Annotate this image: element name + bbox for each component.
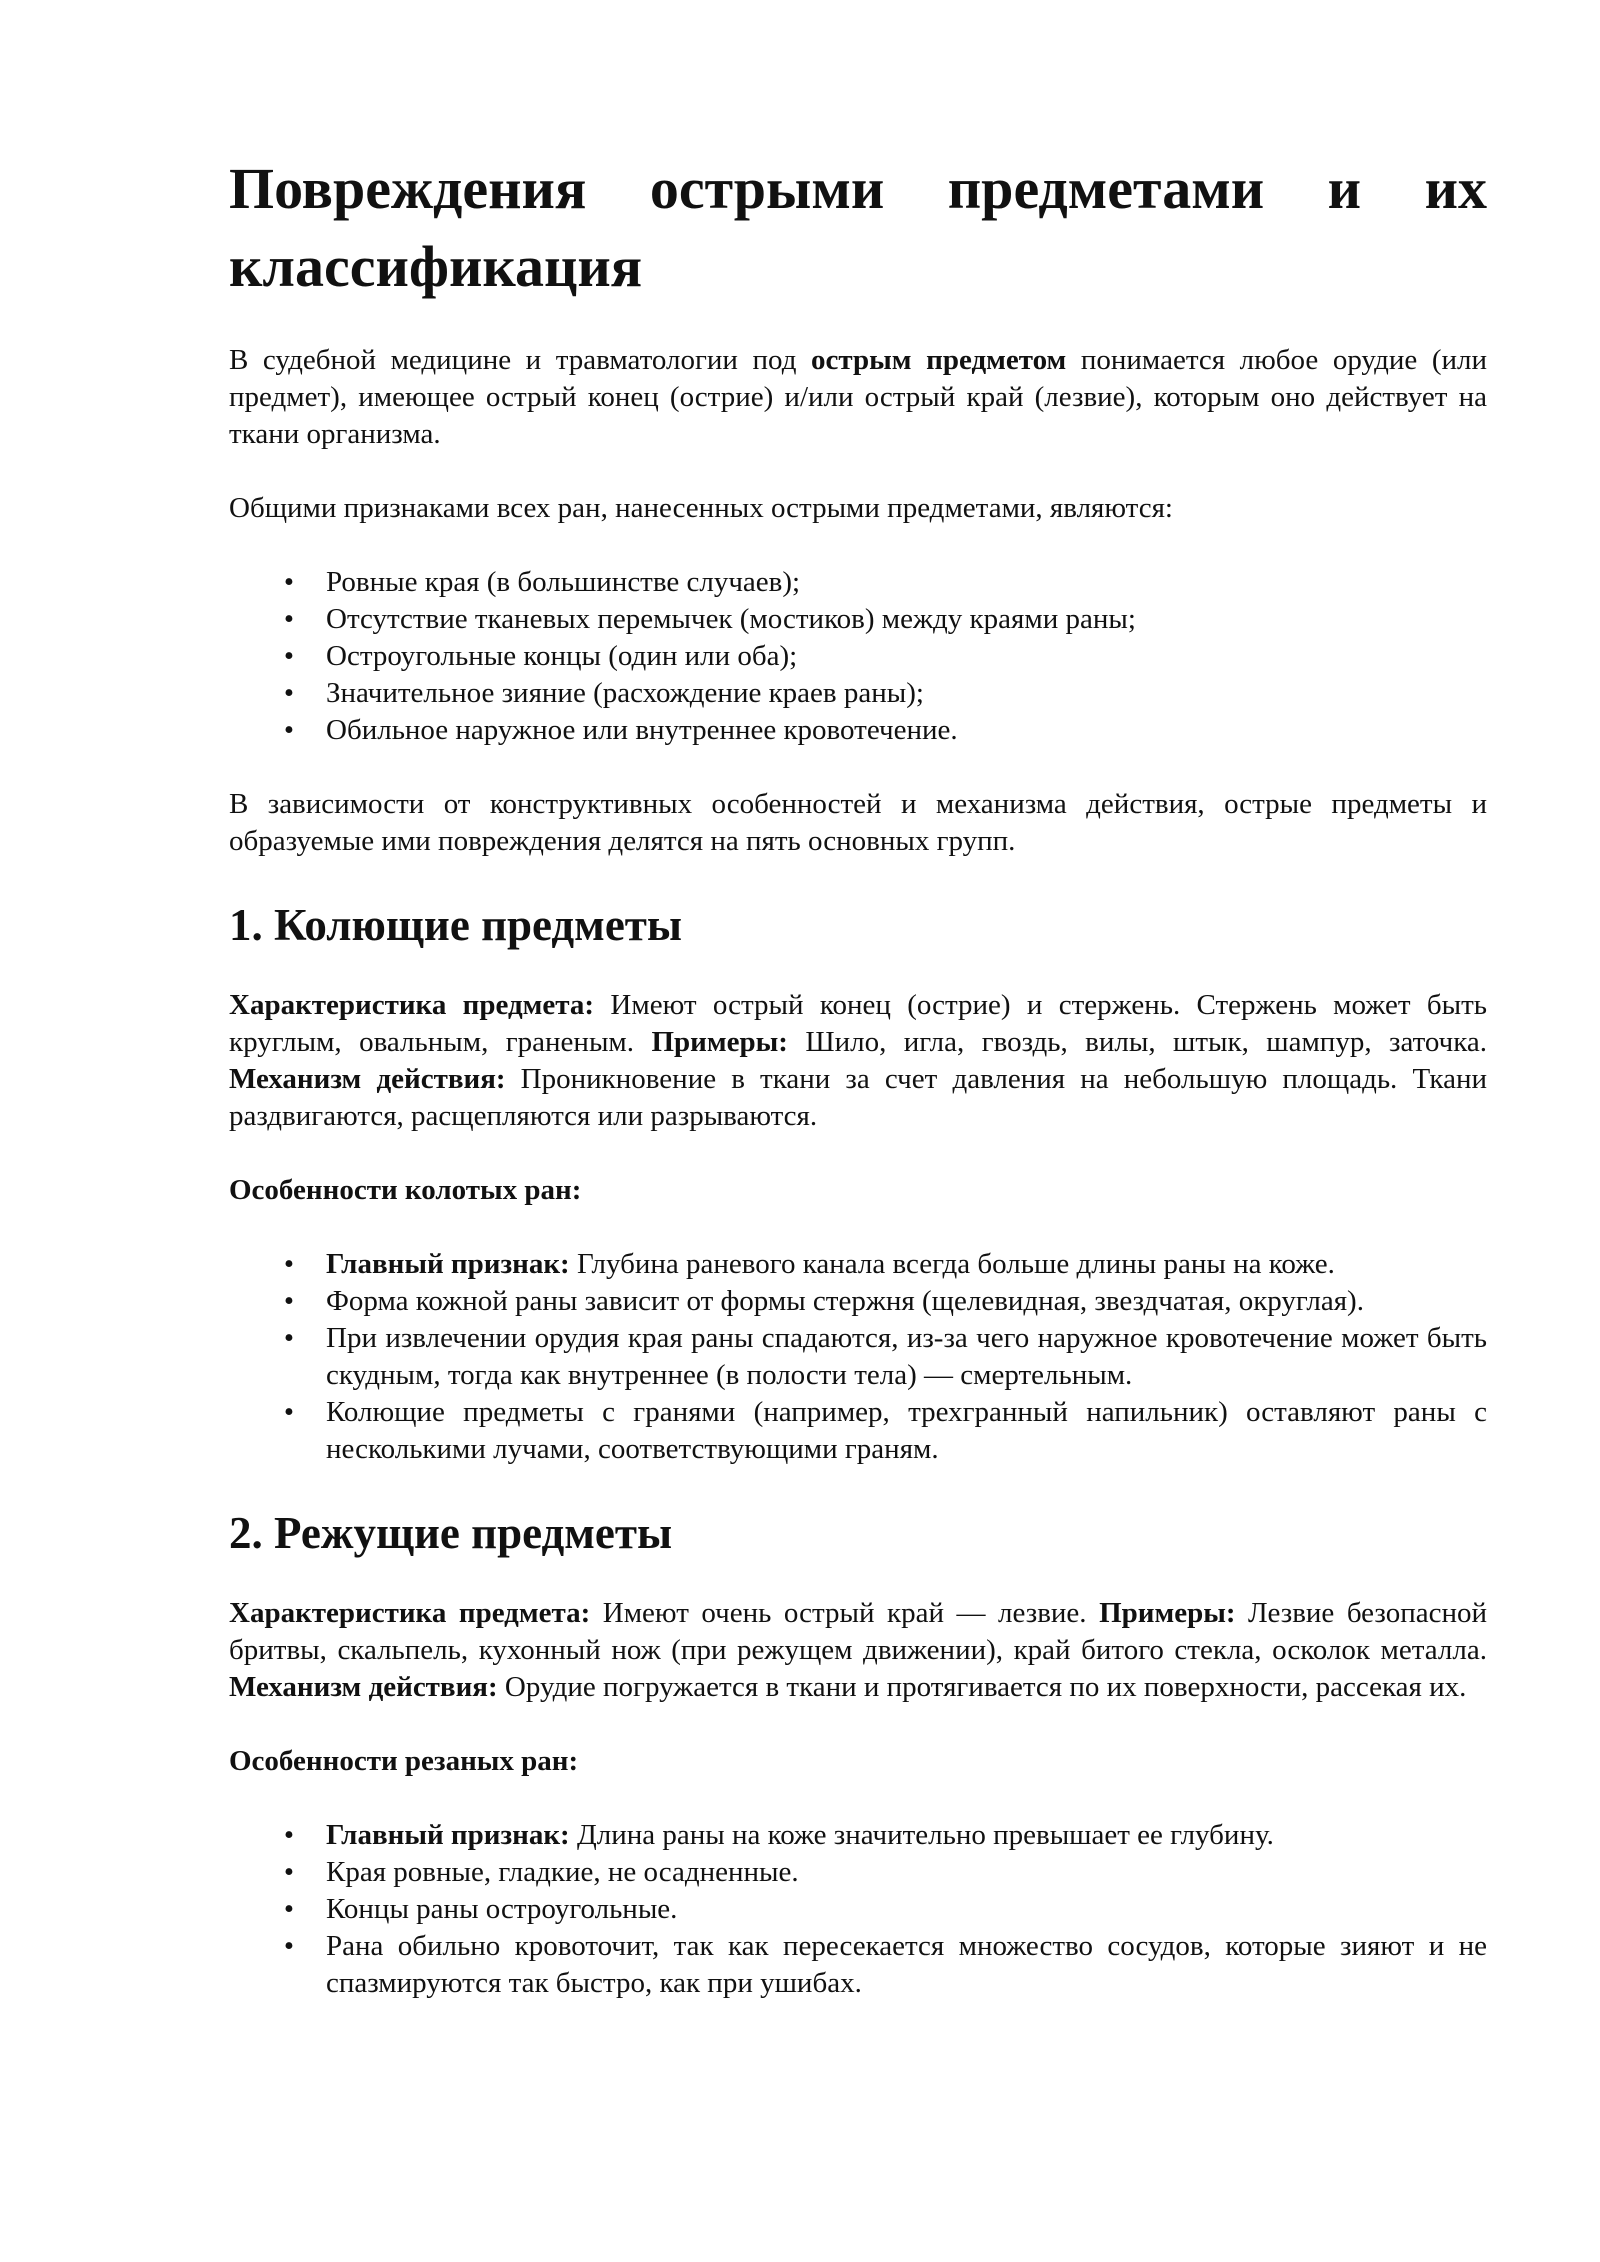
char-label: Характеристика предмета: [229,1597,591,1629]
section-1-heading: 1. Колющие предметы [229,900,683,950]
list-item [229,1394,1487,1468]
list-item [229,712,1487,749]
list-item [229,1320,1487,1394]
list-item-text: При извлечении орудия края раны спадаются, из-за чего наружное кровотечение может быть скудным, тогда как внутреннее (в полости тела) — смертельным. [326,1322,1487,1391]
examples-text: Лезвие безопасной бритвы, скальпель, кухонный нож (при режущем движении), край битого стекла, осколок металла. [229,1597,1487,1666]
list-item [229,1283,1487,1320]
list-item-text: Ровные края (в большинстве случаев); [326,566,801,598]
list-item [229,1891,1487,1928]
bullet-icon: • [283,1322,295,1354]
examples-text: Шило, игла, гвоздь, вилы, штык, шампур, заточка. [787,1026,1487,1058]
examples-label: Примеры: [1099,1597,1236,1629]
bullet-icon: • [283,1248,295,1280]
list-item [229,601,1487,638]
intro-paragraph [229,342,1487,453]
general-signs-list [229,564,1487,749]
document-title: Повреждения острыми предметами и их классификация [229,156,1487,299]
list-item-text: Остроугольные концы (один или оба); [326,640,798,672]
groups-intro-paragraph: В зависимости от конструктивных особенностей и механизма действия, острые предметы и образуемые ими повреждения делятся на пять основных групп. [229,788,1487,857]
list-item [229,1928,1487,2002]
bullet-icon: • [283,1285,295,1317]
list-item-text: Значительное зияние (расхождение краев раны); [326,677,924,709]
list-item-text: Концы раны остроугольные. [326,1893,678,1925]
bullet-icon: • [283,1856,295,1888]
intro-text-before: В судебной медицине и травматологии под [229,344,812,376]
bullet-icon: • [283,1930,295,1962]
general-signs-lead: Общими признаками всех ран, нанесенных острыми предметами, являются: [229,492,1173,524]
list-item-text: Обильное наружное или внутреннее кровотечение. [326,714,958,746]
examples-label: Примеры: [651,1026,788,1058]
main-sign-label: Главный признак: [326,1819,570,1851]
list-item-text: Колющие предметы с гранями (например, трехгранный напильник) оставляют раны с несколькими лучами, соответствующими граням. [326,1396,1487,1465]
main-sign-label: Главный признак: [326,1248,570,1280]
mechanism-text: Проникновение в ткани за счет давления на небольшую площадь. Ткани раздвигаются, расщепляются или разрываются. [229,1063,1487,1132]
mechanism-label: Механизм действия: [229,1063,506,1095]
bullet-icon: • [283,1396,295,1428]
bullet-icon: • [283,1819,295,1851]
section-2-features-heading: Особенности резаных ран: [229,1745,579,1777]
document-page [229,150,1487,2039]
list-item [229,1246,1487,1283]
list-item [229,675,1487,712]
bullet-icon: • [283,714,295,746]
list-item-text: Форма кожной раны зависит от формы стержня (щелевидная, звездчатая, округлая). [326,1285,1364,1317]
list-item-text: Отсутствие тканевых перемычек (мостиков) между краями раны; [326,603,1136,635]
char-label: Характеристика предмета: [229,989,595,1021]
intro-bold-term: острым предметом [811,344,1067,376]
bullet-icon: • [283,1893,295,1925]
bullet-icon: • [283,640,295,672]
bullet-icon: • [283,603,295,635]
list-item-text: Края ровные, гладкие, не осадненные. [326,1856,799,1888]
list-item [229,1817,1487,1854]
section-2-features-list [229,1817,1487,2002]
section-1-description [229,987,1487,1135]
section-1-features-list [229,1246,1487,1468]
intro-text-after: понимается любое орудие (или предмет), имеющее острый конец (острие) и/или острый край (лезвие), которым оно действует на ткани организма. [229,344,1487,450]
section-1-features-heading: Особенности колотых ран: [229,1174,582,1206]
bullet-icon: • [283,677,295,709]
mechanism-label: Механизм действия: [229,1671,498,1703]
list-item [229,1854,1487,1891]
mechanism-text: Орудие погружается в ткани и протягивается по их поверхности, рассекая их. [497,1671,1467,1703]
char-text: Имеют очень острый край — лезвие. [590,1597,1100,1629]
list-item-text: Рана обильно кровоточит, так как пересекается множество сосудов, которые зияют и не спазмируются так быстро, как при ушибах. [326,1930,1487,1999]
list-item [229,638,1487,675]
list-item [229,564,1487,601]
char-text: Имеют острый конец (острие) и стержень. Стержень может быть круглым, овальным, граненым. [229,989,1487,1058]
section-2-description [229,1595,1487,1706]
main-sign-text: Глубина раневого канала всегда больше длины раны на коже. [569,1248,1335,1280]
bullet-icon: • [283,566,295,598]
main-sign-text: Длина раны на коже значительно превышает ее глубину. [569,1819,1274,1851]
section-2-heading: 2. Режущие предметы [229,1508,673,1558]
